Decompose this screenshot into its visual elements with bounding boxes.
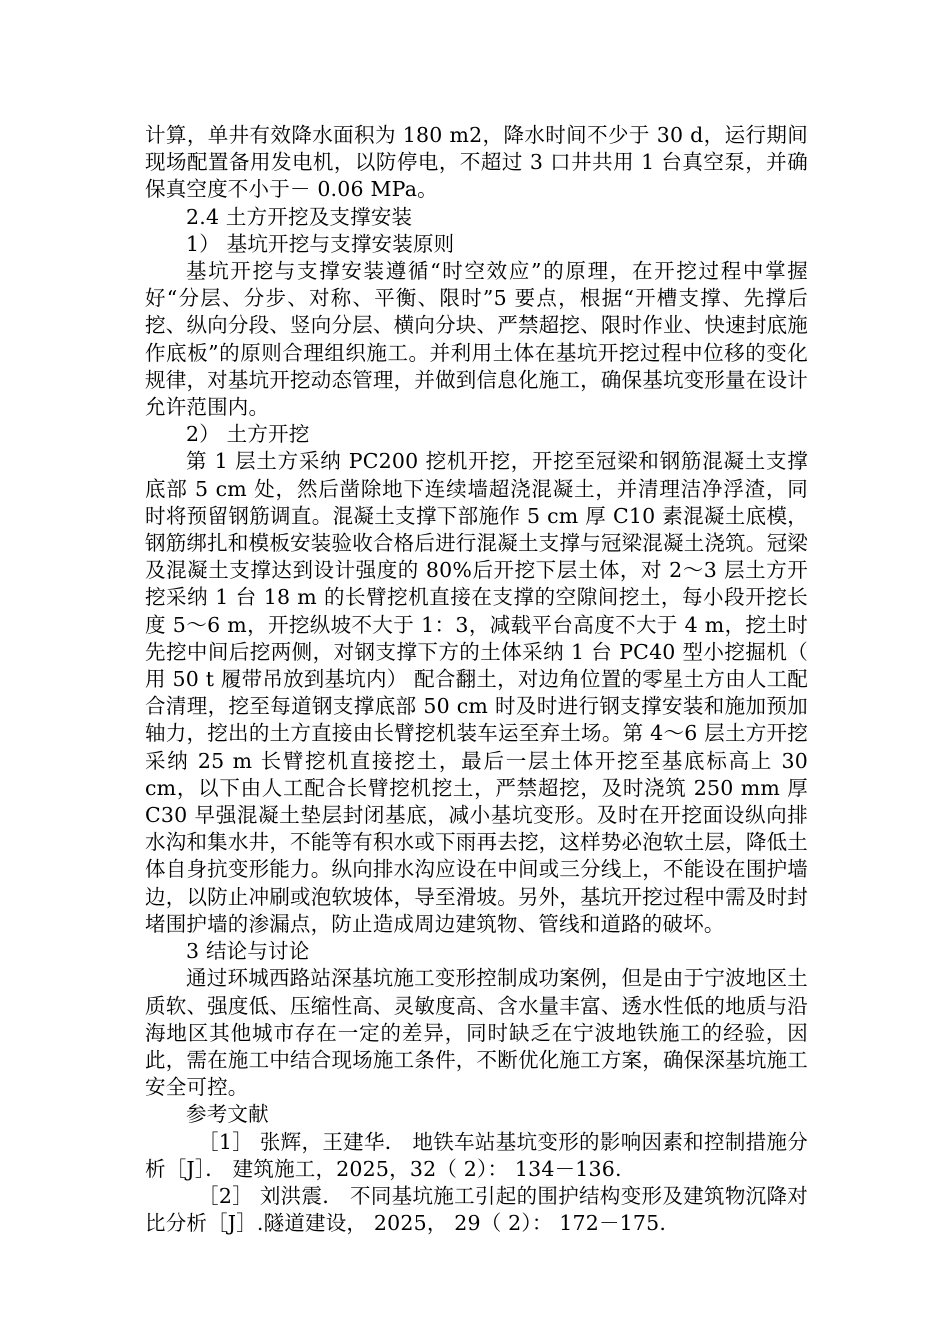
section-heading-2-4: 2.4 土方开挖及支撑安装 xyxy=(186,204,413,229)
reference-item-2: ［2］ 刘洪震． 不同基坑施工引起的围护结构变形及建筑物沉降对比分析［J］.隧道建设， 2025， 29（ 2）： 172－175. xyxy=(145,1183,808,1236)
paragraph-excavation: 第 1 层土方采纳 PC200 挖机开挖，开挖至冠梁和钢筋混凝土支撑底部 5 cm 处，然后凿除地下连续墙超浇混凝土，并清理洁净浮渣，同时将预留钢筋调直。混凝土支撑下部施作 5 cm 厚 C10 素混凝土底模，钢筋绑扎和模板安装验收合格后进行混凝土支撑与冠梁混凝土浇筑。冠梁及混凝土支撑达到设计强度的 80%后开挖下层土体，对 2～3 层土方开挖采纳 1 台 18 m 的长臂挖机直接在支撑的空隙间挖土，每小段开挖长度 5～6 m，开挖纵坡不大于 1：3，减载平台高度不大于 4 m，挖土时先挖中间后挖两侧，对钢支撑下方的土体采纳 1 台 PC40 型小挖掘机（ 用 50 t 履带吊放到基坑内） 配合翻土，对边角位置的零星土方由人工配合清理，挖至每道钢支撑底部 50 cm 时及时进行钢支撑安装和施加预加轴力，挖出的土方直接由长臂挖机装车运至弃土场。第 4～6 层土方开挖采纳 25 m 长臂挖机直接挖土，最后一层土体开挖至基底标高上 30 cm，以下由人工配合长臂挖机挖土，严禁超挖，及时浇筑 250 mm 厚 C30 早强混凝土垫层封闭基底，减小基坑变形。及时在开挖面设纵向排水沟和集水井，不能等有积水或下雨再去挖，这样势必泡软土层，降低土体自身抗变形能力。纵向排水沟应设在中间或三分线上，不能设在围护墙边，以防止冲刷或泡软坡体，导至滑坡。另外，基坑开挖过程中需及时封堵围护墙的渗漏点，防止造成周边建筑物、管线和道路的破坏。 xyxy=(145,449,808,936)
paragraph-dewatering-continued: 计算，单井有效降水面积为 180 m2，降水时间不少于 30 d，运行期间现场配置备用发电机，以防停电，不超过 3 口井共用 1 台真空泵，并确保真空度不小于－ 0.06 MPa。 xyxy=(145,123,808,202)
subheading-principles: 1） 基坑开挖与支撑安装原则 xyxy=(186,231,455,256)
reference-item-1: ［1］ 张辉，王建华． 地铁车站基坑变形的影响因素和控制措施分析［J］． 建筑施工，2025，32（ 2）： 134－136. xyxy=(145,1129,808,1181)
subheading-excavation: 2） 土方开挖 xyxy=(186,422,310,447)
references-heading: 参考文献 xyxy=(186,1102,269,1127)
section-heading-conclusion: 3 结论与讨论 xyxy=(186,939,310,964)
paragraph-principles: 基坑开挖与支撑安装遵循“时空效应”的原理，在开挖过程中掌握好“分层、分步、对称、平衡、限时”5 要点，根据“开槽支撑、先撑后挖、纵向分段、竖向分层、横向分块、严禁超挖、限时作业、快速封底施作底板”的原则合理组织施工。并利用土体在基坑开挖过程中位移的变化规律，对基坑开挖动态管理，并做到信息化施工，确保基坑变形量在设计允许范围内。 xyxy=(145,259,808,420)
paragraph-conclusion: 通过环城西路站深基坑施工变形控制成功案例，但是由于宁波地区土质软、强度低、压缩性高、灵敏度高、含水量丰富、透水性低的地质与沿海地区其他城市存在一定的差异，同时缺乏在宁波地铁施工的经验，因此，需在施工中结合现场施工条件，不断优化施工方案，确保深基坑施工安全可控。 xyxy=(145,966,808,1100)
document-page xyxy=(145,122,808,1237)
